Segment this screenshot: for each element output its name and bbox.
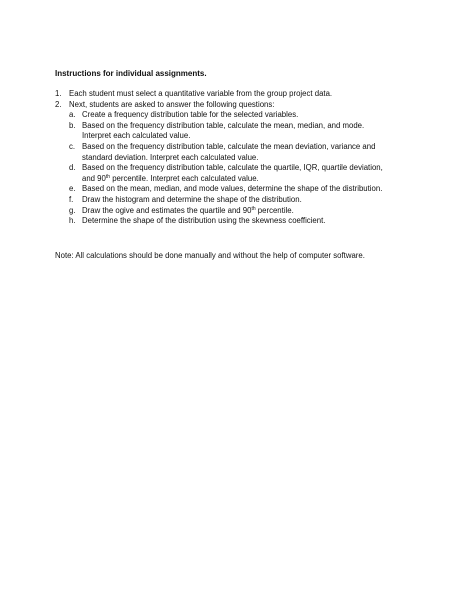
sub-item-text: Determine the shape of the distribution using the skewness coefficient. (82, 216, 326, 226)
sub-item-letter: b. (69, 120, 76, 130)
sub-item-line: Based on the frequency distribution table, calculate the mean, median, and mode. (82, 120, 365, 130)
instruction-list (55, 89, 425, 227)
sub-item-text (82, 121, 425, 142)
superscript: th (105, 173, 111, 180)
note-text: Note: All calculations should be done manually and without the help of computer software. (55, 251, 365, 260)
list-item-1 (55, 89, 425, 100)
sub-item-line-end: percentile. Interpret each calculated value. (110, 173, 259, 183)
sub-item-text (82, 163, 425, 184)
item-text: Each student must select a quantitative variable from the group project data. (69, 89, 333, 98)
sub-item-d (69, 163, 425, 184)
superscript: th (251, 205, 256, 212)
sub-item-h (69, 216, 425, 227)
list-item-2 (55, 100, 425, 111)
sub-item-line: Based on the frequency distribution table, calculate the mean deviation, variance and (82, 141, 376, 151)
sub-item-a (69, 110, 425, 121)
sub-item-line: standard deviation. Interpret each calculated value. (82, 152, 259, 162)
sub-item-text: Draw the histogram and determine the shape of the distribution. (82, 194, 302, 204)
sub-item-text (82, 206, 425, 217)
sub-item-text (82, 142, 425, 163)
item-number: 2. (55, 99, 62, 109)
sub-item-line: Interpret each calculated value. (82, 131, 191, 141)
sub-item-letter: f. (69, 194, 74, 204)
item-text: Next, students are asked to answer the following questions: (69, 99, 275, 109)
sub-item-e (69, 184, 425, 195)
sub-list (69, 110, 425, 227)
sub-item-letter: e. (69, 184, 76, 194)
sub-item-letter: d. (69, 163, 76, 173)
sub-item-line: Based on the frequency distribution table, calculate the quartile, IQR, quartile deviation, (82, 163, 383, 173)
sub-item-letter: g. (69, 205, 76, 215)
sub-item-f (69, 195, 425, 206)
sub-item-c (69, 142, 425, 163)
sub-item-g (69, 206, 425, 217)
sub-item-text: Based on the mean, median, and mode values, determine the shape of the distribution. (82, 184, 383, 194)
sub-item-letter: h. (69, 216, 76, 226)
sub-item-letter: a. (69, 110, 76, 120)
sub-item-line-start: and 90 (82, 173, 106, 183)
sub-item-text: Create a frequency distribution table for the selected variables. (82, 110, 299, 120)
sub-item-text-start: Draw the ogive and estimates the quartile and 90 (82, 205, 252, 215)
sub-item-letter: c. (69, 141, 76, 151)
document-heading: Instructions for individual assignments. (55, 69, 207, 78)
item-number: 1. (55, 89, 62, 98)
sub-item-b (69, 121, 425, 142)
sub-item-text-end: percentile. (255, 205, 294, 215)
